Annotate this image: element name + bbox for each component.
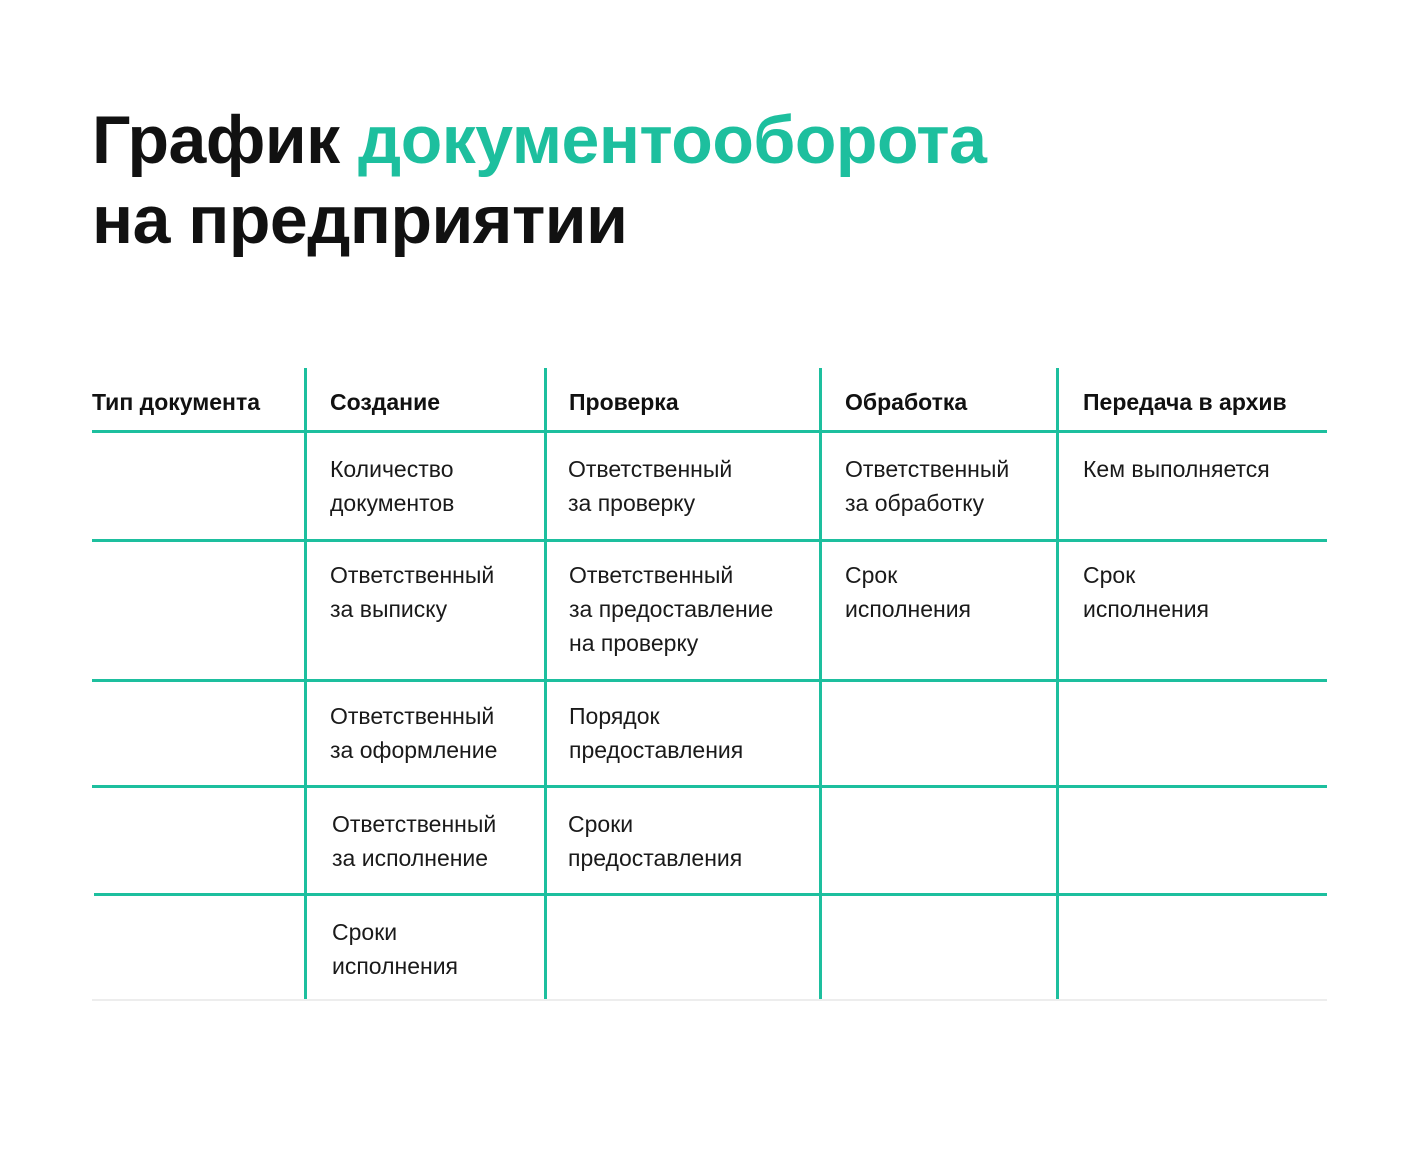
column-divider-1 [304, 368, 307, 1000]
page-title [92, 100, 986, 260]
table-cell-r2-archive: Срок исполнения [1083, 562, 1210, 622]
table-cell-r3-review: Порядок предоставления [569, 703, 744, 763]
row-divider-1 [92, 539, 1327, 542]
row-divider-2 [92, 679, 1327, 682]
table-cell-r1-creation: Количество документов [330, 456, 455, 516]
table-cell-r1-review: Ответственный за проверку [568, 456, 733, 516]
table-cell-r4-creation: Ответственный за исполнение [332, 811, 497, 871]
row-divider-4 [94, 893, 1327, 896]
row-divider-3 [92, 785, 1327, 788]
header-creation: Создание [330, 389, 441, 415]
row-divider-bottom [92, 999, 1327, 1001]
table-cell-r1-processing: Ответственный за обработку [845, 456, 1010, 516]
header-archive-transfer: Передача в архив [1083, 389, 1287, 415]
table-cell-r1-archive: Кем выполняется [1083, 456, 1270, 482]
column-divider-2 [544, 368, 547, 1000]
header-review: Проверка [569, 389, 679, 415]
title-accent: документооборота [358, 102, 987, 178]
table-cell-r2-processing: Срок исполнения [845, 562, 972, 622]
header-document-type: Тип документа [92, 389, 260, 415]
table-cell-r2-review: Ответственный за предоставление на проверку [569, 562, 774, 656]
title-part-1: График [92, 102, 359, 178]
table-cell-r3-creation: Ответственный за оформление [330, 703, 498, 763]
table-cell-r5-creation: Сроки исполнения [332, 919, 459, 979]
column-divider-4 [1056, 368, 1059, 1000]
document-flow-table [92, 368, 1327, 1002]
title-line-2: на предприятии [92, 182, 628, 258]
row-divider-header [92, 430, 1327, 433]
table-cell-r4-review: Сроки предоставления [568, 811, 743, 871]
header-processing: Обработка [845, 389, 968, 415]
column-divider-3 [819, 368, 822, 1000]
table-cell-r2-creation: Ответственный за выписку [330, 562, 495, 622]
